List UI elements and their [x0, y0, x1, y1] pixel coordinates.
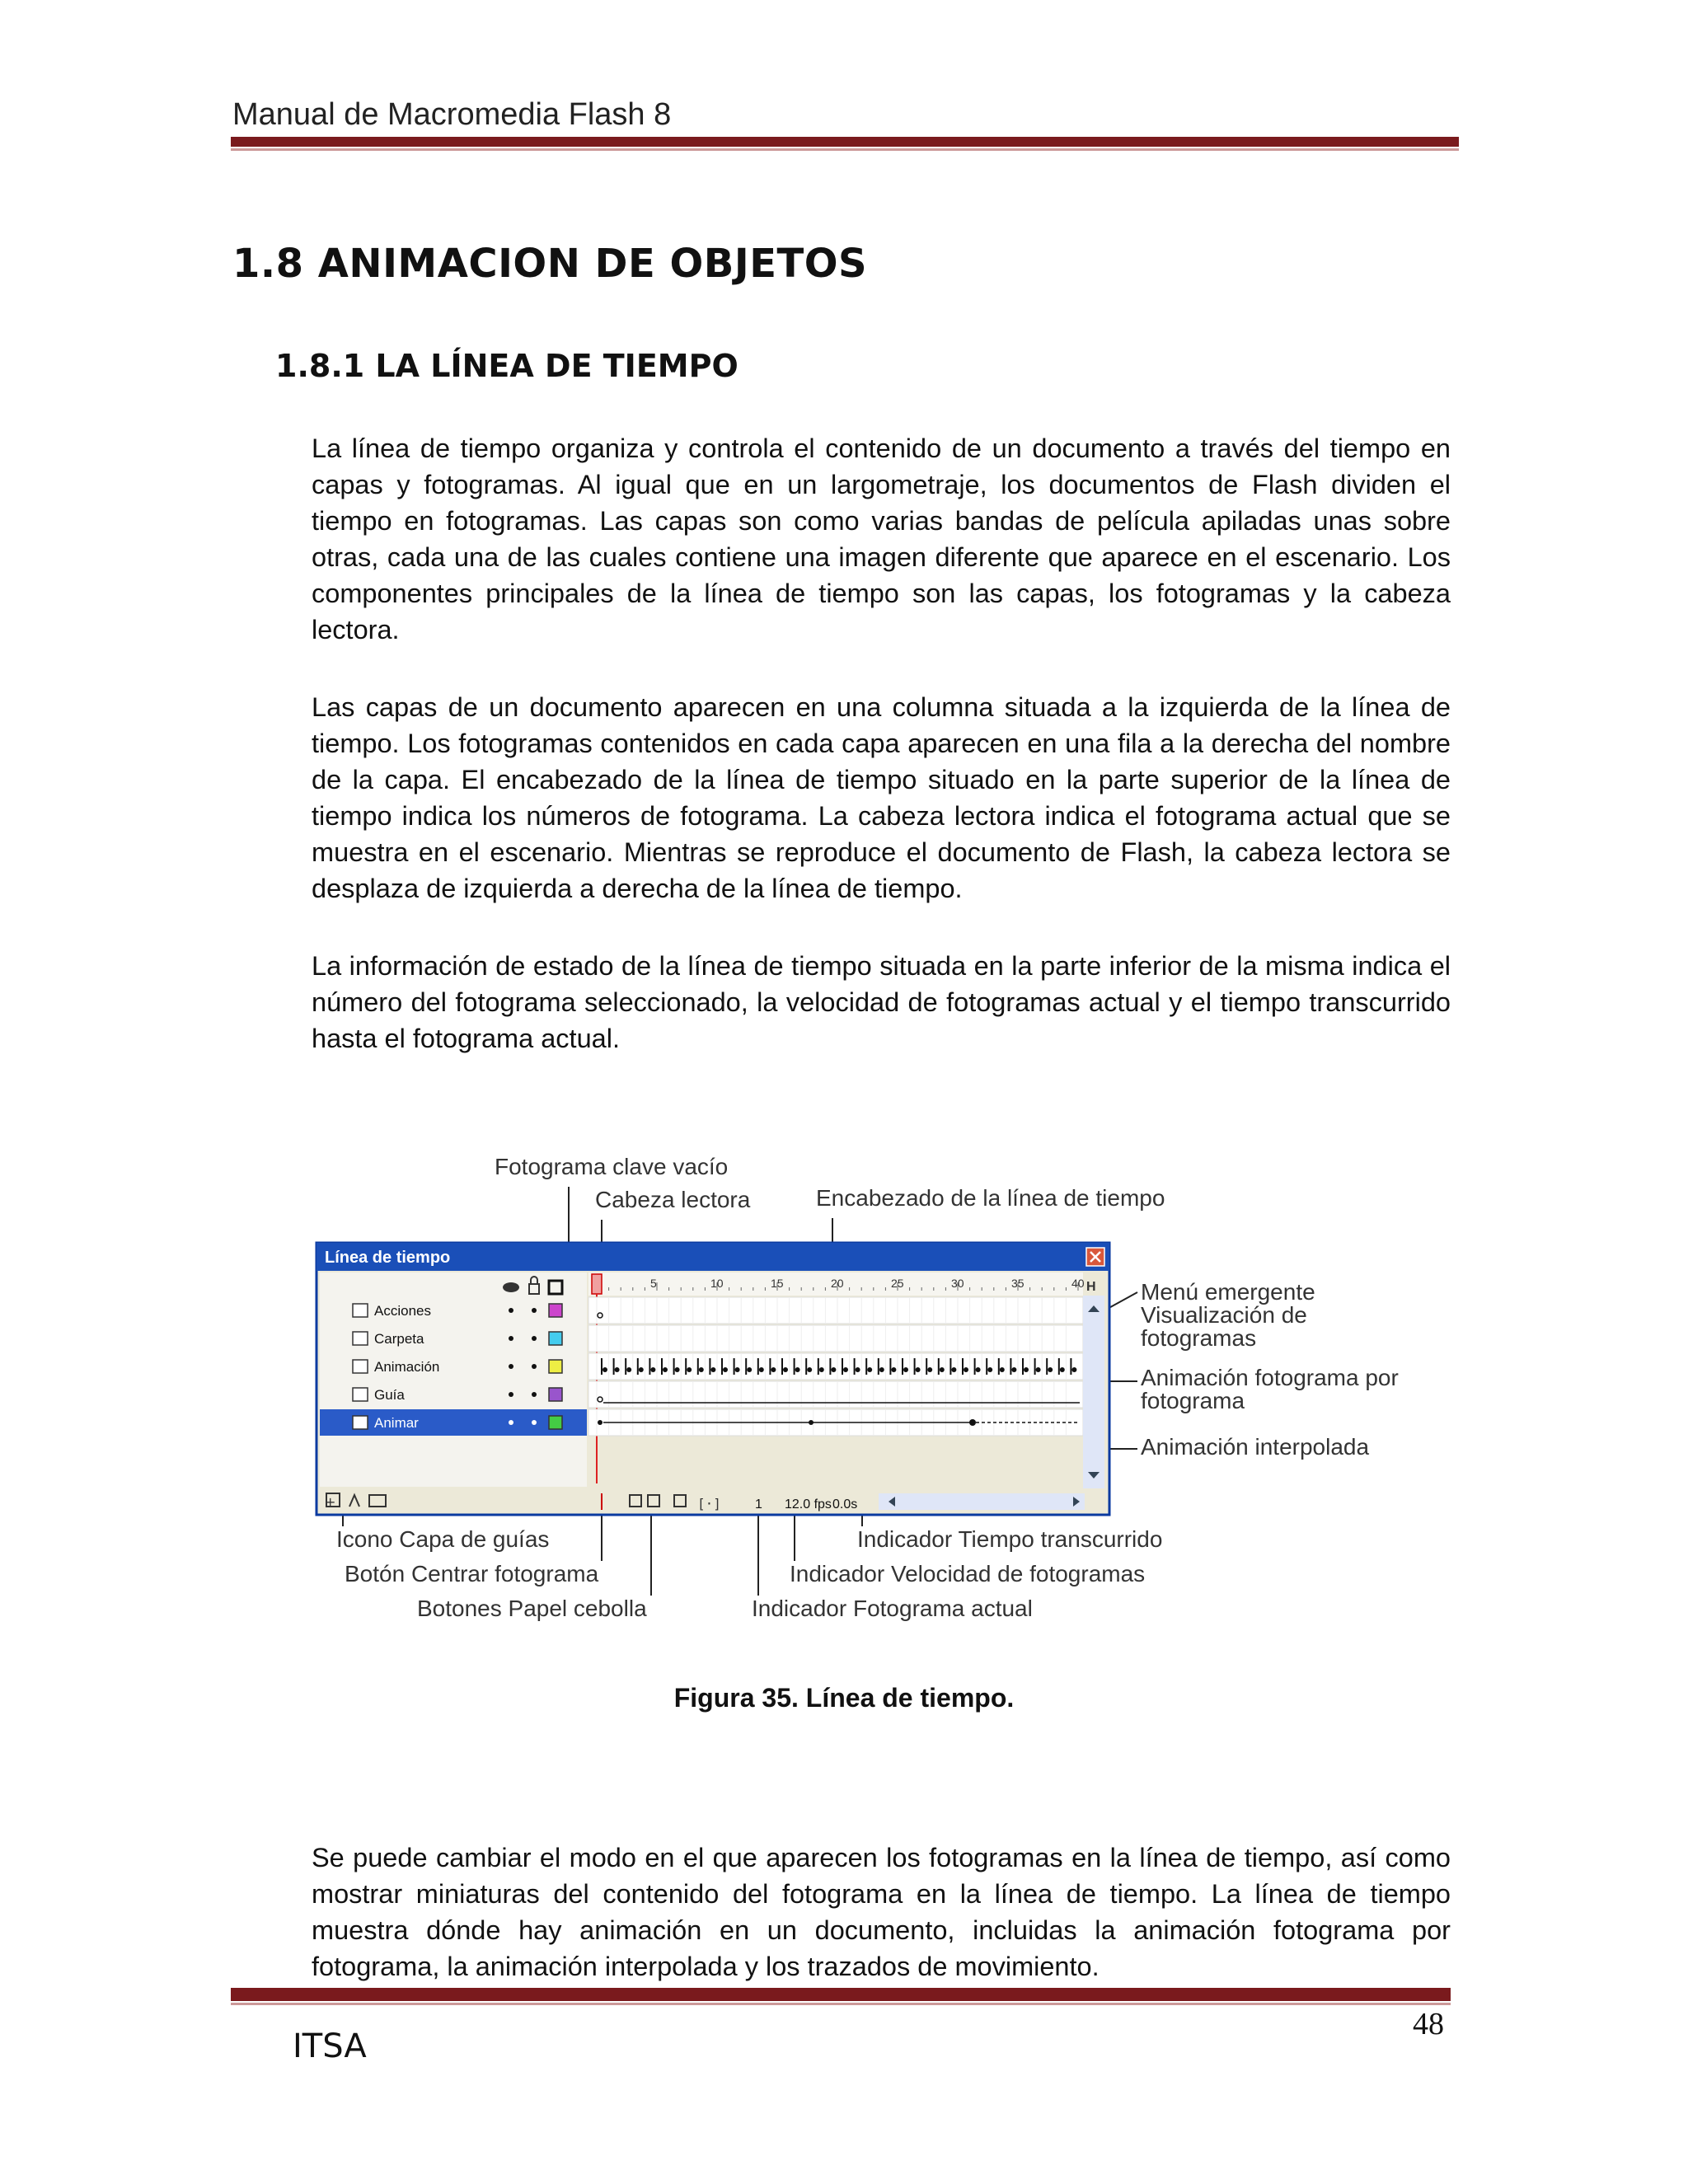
layer-color-swatch	[549, 1388, 562, 1401]
keyframe-divider	[1010, 1358, 1011, 1375]
keyframe-divider	[926, 1358, 927, 1375]
label-playhead: Cabeza lectora	[595, 1187, 751, 1212]
label-timeline-header: Encabezado de la línea de tiempo	[816, 1185, 1165, 1211]
timeline-panel-svg	[313, 1154, 1467, 1648]
label-frame-rate: Indicador Velocidad de fotogramas	[790, 1561, 1146, 1586]
layer-row[interactable]	[320, 1381, 587, 1408]
keyframe-dot	[771, 1367, 776, 1372]
label-fbf-anim-2: fotograma	[1141, 1388, 1245, 1413]
paragraph-3: La información de estado de la línea de tiempo situada en la parte inferior de la misma indica el número del fotograma seleccionado, la velocidad de fotogramas actual y el tiempo transcurrido hasta el fotograma actual.	[312, 951, 1451, 1053]
label-elapsed-time: Indicador Tiempo transcurrido	[857, 1526, 1163, 1552]
keyframe-dot	[951, 1367, 956, 1372]
keyframe-divider	[745, 1358, 747, 1375]
lock-dot	[532, 1336, 537, 1341]
keyframe-divider	[649, 1358, 650, 1375]
svg-text:H: H	[1086, 1280, 1096, 1294]
keyframe-dot	[687, 1367, 692, 1372]
keyframe-dot	[615, 1367, 620, 1372]
keyframe-divider	[734, 1358, 735, 1375]
keyframe-divider	[889, 1358, 891, 1375]
frame-row-bg	[588, 1325, 1083, 1352]
ruler-number: 25	[891, 1277, 904, 1290]
paragraph-1: La línea de tiempo organiza y controla el contenido de un documento a través del tiempo en capas y fotogramas. Al igual que en un largometraje, los documentos de Flash dividen el tiempo en fotogramas. Las capas son como varias bandas de película apiladas unas sobre otras, cada una de las cuales contiene una imagen diferente que aparece en el escenario. Los componentes principales de la línea de tiempo son las capas, los fotogramas y la cabeza lectora.	[312, 434, 1451, 644]
keyframe-dot	[987, 1367, 992, 1372]
lock-dot	[532, 1364, 537, 1369]
keyframe-dot	[807, 1367, 812, 1372]
label-center-frame-button: Botón Centrar fotograma	[345, 1561, 599, 1586]
lock-dot	[532, 1420, 537, 1425]
keyframe-divider	[637, 1358, 639, 1375]
svg-text:[·]: [·]	[697, 1496, 721, 1511]
frame-row-bg	[588, 1381, 1083, 1408]
keyframe-dot	[747, 1367, 752, 1372]
layer-name: Guía	[374, 1387, 405, 1403]
keyframe-divider	[974, 1358, 976, 1375]
keyframe-dot	[675, 1367, 680, 1372]
frame-rate-indicator: 12.0 fps	[785, 1497, 832, 1511]
layer-color-swatch	[549, 1304, 562, 1317]
layer-name: Acciones	[374, 1303, 431, 1319]
layer-icon	[353, 1304, 368, 1317]
elapsed-time-indicator: 0.0s	[832, 1497, 858, 1511]
keyframe-divider	[805, 1358, 807, 1375]
keyframe-dot	[735, 1367, 740, 1372]
current-frame-indicator: 1	[755, 1497, 762, 1511]
keyframe-dot	[650, 1367, 655, 1372]
keyframe-dot	[783, 1367, 788, 1372]
frame-row	[588, 1325, 1083, 1352]
keyframe-dot	[710, 1367, 715, 1372]
keyframe-dot	[891, 1367, 896, 1372]
frame-row-bg	[588, 1297, 1083, 1324]
keyframe-dot	[843, 1367, 848, 1372]
timeline-figure	[313, 1154, 1467, 1648]
layer-name: Carpeta	[374, 1331, 424, 1347]
footer-rule-thin	[231, 2003, 1451, 2005]
tween-end-keyframe	[969, 1419, 976, 1426]
keyframe-divider	[757, 1358, 759, 1375]
keyframe-divider	[1046, 1358, 1048, 1375]
header-rule	[231, 137, 1459, 147]
keyframe-divider	[721, 1358, 723, 1375]
running-header: Manual de Macromedia Flash 8	[232, 97, 672, 132]
keyframe-divider	[673, 1358, 675, 1375]
layer-icon	[353, 1332, 368, 1345]
keyframe-divider	[902, 1358, 903, 1375]
label-frame-view-2: fotogramas	[1141, 1325, 1257, 1351]
keyframe-dot	[759, 1367, 764, 1372]
tween-mid-keyframe	[809, 1420, 814, 1425]
keyframe-dot	[819, 1367, 824, 1372]
keyframe-dot	[1071, 1367, 1076, 1372]
section-heading: 1.8 ANIMACION DE OBJETOS	[232, 241, 868, 287]
keyframe-dot	[903, 1367, 908, 1372]
keyframe-dot	[831, 1367, 836, 1372]
label-empty-keyframe: Fotograma clave vacío	[495, 1154, 729, 1179]
keyframe-divider	[781, 1358, 783, 1375]
label-frame-view-1: Visualización de	[1141, 1302, 1307, 1328]
keyframe-dot	[1060, 1367, 1065, 1372]
label-fbf-anim-1: Animación fotograma por	[1141, 1365, 1399, 1390]
ruler-number: 20	[831, 1277, 844, 1290]
page-number: 48	[1413, 2007, 1444, 2041]
keyframe-divider	[829, 1358, 831, 1375]
keyframe-dot	[856, 1367, 860, 1372]
keyframe-dot	[964, 1367, 968, 1372]
ruler-number: 35	[1011, 1277, 1025, 1290]
keyframe-dot	[795, 1367, 800, 1372]
layer-name: Animación	[374, 1359, 440, 1375]
lock-dot	[532, 1308, 537, 1313]
frame-row	[588, 1297, 1083, 1324]
figure-caption: Figura 35. Línea de tiempo.	[673, 1683, 1015, 1713]
ruler-number: 30	[951, 1277, 964, 1290]
keyframe-divider	[625, 1358, 626, 1375]
keyframe-dot	[1036, 1367, 1041, 1372]
keyframe-dot	[879, 1367, 884, 1372]
eye-icon[interactable]	[503, 1282, 519, 1292]
layer-rows	[320, 1297, 587, 1436]
paragraph-4: Se puede cambiar el modo en el que aparecen los fotogramas en la línea de tiempo, así como mostrar miniaturas del contenido del fotograma en la línea de tiempo. La línea de tiempo muestra dónde hay animación en un documento, incluidas la animación fotograma por fotograma, la animación interpolada y los trazados de movimiento.	[312, 1843, 1451, 1981]
layer-icon	[353, 1388, 368, 1401]
onion-markers-icon[interactable]	[697, 1496, 721, 1511]
panel-title: Línea de tiempo	[325, 1249, 451, 1267]
keyframe-divider	[697, 1358, 699, 1375]
guide-keyframe	[598, 1397, 603, 1402]
keyframe-divider	[865, 1358, 867, 1375]
keyframe-divider	[661, 1358, 663, 1375]
keyframe-dot	[916, 1367, 921, 1372]
keyframe-dot	[699, 1367, 704, 1372]
keyframe-divider	[938, 1358, 940, 1375]
visibility-dot	[509, 1308, 513, 1313]
layer-icon	[353, 1416, 368, 1429]
visibility-dot	[509, 1364, 513, 1369]
keyframe-divider	[914, 1358, 916, 1375]
header-rule-thin	[231, 148, 1459, 151]
label-guide-layer-icon: Icono Capa de guías	[336, 1526, 550, 1552]
keyframe-divider	[1058, 1358, 1060, 1375]
popup-menu-icon[interactable]	[1086, 1280, 1096, 1294]
vertical-scrollbar[interactable]	[1083, 1296, 1104, 1488]
keyframe-dot	[1048, 1367, 1053, 1372]
visibility-dot	[509, 1392, 513, 1397]
svg-text:+: +	[325, 1494, 336, 1510]
frame-rows	[588, 1297, 1083, 1436]
layer-icon	[353, 1360, 368, 1373]
ruler-number: 5	[650, 1277, 657, 1290]
keyframe-divider	[685, 1358, 687, 1375]
keyframe-divider	[986, 1358, 987, 1375]
keyframe-divider	[1034, 1358, 1036, 1375]
keyframe-divider	[769, 1358, 771, 1375]
keyframe-dot	[603, 1367, 607, 1372]
subsection-heading: 1.8.1 LA LÍNEA DE TIEMPO	[275, 348, 738, 384]
layer-row[interactable]	[320, 1353, 587, 1380]
horizontal-scrollbar[interactable]	[879, 1493, 1085, 1510]
tween-start-keyframe	[598, 1420, 603, 1425]
frame-row	[588, 1381, 1083, 1408]
ruler-number: 10	[710, 1277, 724, 1290]
empty-keyframe	[598, 1313, 603, 1318]
keyframe-dot	[723, 1367, 728, 1372]
label-onion-skin-buttons: Botones Papel cebolla	[417, 1596, 647, 1621]
keyframe-divider	[818, 1358, 819, 1375]
keyframe-divider	[1022, 1358, 1024, 1375]
keyframe-divider	[962, 1358, 964, 1375]
visibility-dot	[509, 1336, 513, 1341]
keyframe-divider	[794, 1358, 795, 1375]
keyframe-divider	[709, 1358, 710, 1375]
keyframe-divider	[613, 1358, 615, 1375]
layer-color-swatch	[549, 1416, 562, 1429]
footer-rule	[231, 1988, 1451, 2001]
keyframe-dot	[1024, 1367, 1029, 1372]
footer-organization: ITSA	[293, 2027, 367, 2065]
keyframe-dot	[976, 1367, 981, 1372]
keyframe-divider	[842, 1358, 843, 1375]
layer-name: Animar	[374, 1415, 419, 1431]
layer-row[interactable]	[320, 1325, 587, 1352]
lock-dot	[532, 1392, 537, 1397]
ruler-number: 15	[771, 1277, 784, 1290]
keyframe-dot	[1000, 1367, 1005, 1372]
keyframe-dot	[639, 1367, 644, 1372]
layer-color-swatch	[549, 1360, 562, 1373]
keyframe-divider	[950, 1358, 951, 1375]
layer-row[interactable]	[320, 1297, 587, 1324]
keyframe-dot	[663, 1367, 668, 1372]
label-popup-menu: Menú emergente	[1141, 1279, 1315, 1305]
layer-color-swatch	[549, 1332, 562, 1345]
ruler-number: 40	[1071, 1277, 1085, 1290]
frame-row	[588, 1353, 1083, 1380]
keyframe-dot	[626, 1367, 631, 1372]
paragraph-2: Las capas de un documento aparecen en una columna situada a la izquierda de la línea de tiempo. Los fotogramas contenidos en cada capa aparecen en una fila a la derecha del nombre de la capa. El encabezado de la línea de tiempo situado en la parte superior de la línea de tiempo indica los números de fotograma. La cabeza lectora indica el fotograma actual que se muestra en el escenario. Mientras se reproduce el documento de Flash, la cabeza lectora se desplaza de izquierda a derecha de la línea de tiempo.	[312, 692, 1451, 903]
keyframe-divider	[854, 1358, 856, 1375]
frame-row	[588, 1409, 1083, 1436]
keyframe-dot	[1011, 1367, 1016, 1372]
keyframe-dot	[867, 1367, 872, 1372]
close-icon[interactable]	[1086, 1248, 1104, 1266]
keyframe-divider	[998, 1358, 1000, 1375]
keyframe-divider	[1070, 1358, 1071, 1375]
layer-row[interactable]	[320, 1409, 587, 1436]
keyframe-dot	[940, 1367, 945, 1372]
keyframe-divider	[601, 1358, 603, 1375]
label-tween-anim: Animación interpolada	[1141, 1434, 1370, 1460]
label-current-frame: Indicador Fotograma actual	[752, 1596, 1033, 1621]
keyframe-divider	[878, 1358, 879, 1375]
visibility-dot	[509, 1420, 513, 1425]
keyframe-dot	[927, 1367, 932, 1372]
